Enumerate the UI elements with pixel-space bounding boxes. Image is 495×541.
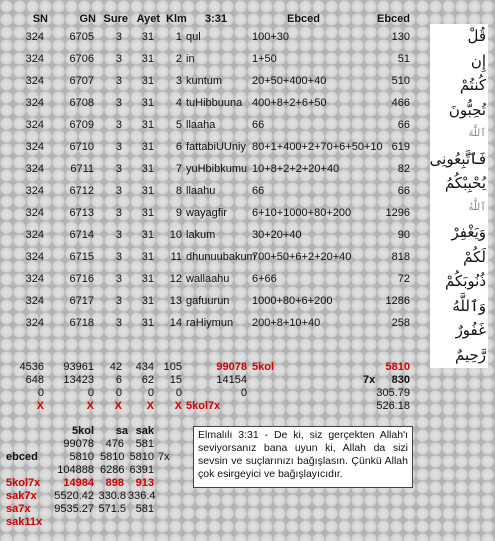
cell-sn: 324	[25, 31, 44, 43]
cell-word: llaaha	[186, 119, 216, 131]
cell-sn: 324	[25, 141, 44, 153]
cell-klm: 6	[175, 141, 182, 153]
cell-calc: 100+30	[252, 31, 290, 43]
cell-calc: 20+50+400+40	[252, 75, 327, 87]
cell-gn: 6709	[69, 119, 94, 131]
arabic-word: غَفُورٌ	[455, 321, 486, 339]
x-gn: X	[86, 400, 94, 412]
lower-r6-a: 9535.27	[54, 503, 94, 515]
cell-gn: 6715	[69, 251, 94, 263]
cell-calc: 66	[252, 119, 265, 131]
cell-sure: 3	[115, 317, 122, 329]
cell-ayet: 31	[141, 163, 154, 175]
cell-word: wallaahu	[186, 273, 230, 285]
lower-r5-b: 330.8	[98, 490, 126, 502]
cell-ayet: 31	[141, 207, 154, 219]
cell-sn: 324	[25, 75, 44, 87]
cell-ayet: 31	[141, 141, 154, 153]
sum-sn: 4536	[19, 361, 44, 373]
cell-klm: 3	[175, 75, 182, 87]
x-klm: X	[174, 400, 182, 412]
cell-sure: 3	[115, 141, 122, 153]
div7-label: 7x	[363, 374, 376, 386]
lower-label-5kol7x: 5kol7x	[6, 477, 41, 489]
arabic-word: وَٱللَّهُ	[452, 296, 486, 315]
lower-r5-c: 336.4	[128, 490, 156, 502]
mod7-ayet: 0	[147, 387, 154, 399]
translation-note: Elmalılı 3:31 - De ki, siz gerçekten Allah'ı seviyorsanız bana uyun ki, Allah da sizi sevsin ve suçlarınızı bağışlasın. Çünkü Allah çok esirgeyici ve bağışlayıcıdır.	[193, 426, 413, 488]
lower-r2-a: 5810	[69, 451, 94, 463]
header-sure: Sure	[103, 13, 128, 25]
lower-r4-a: 14984	[63, 477, 94, 489]
cell-sn: 324	[25, 207, 44, 219]
x-label-5kol7x: 5kol7x	[186, 400, 221, 412]
cell-gn: 6706	[69, 53, 94, 65]
cell-gn: 6712	[69, 185, 94, 197]
cell-ebced: 90	[397, 229, 410, 241]
cell-word: fattabiUUniy	[186, 141, 246, 153]
cell-gn: 6705	[69, 31, 94, 43]
cell-sn: 324	[25, 251, 44, 263]
mod7-gn: 0	[87, 387, 94, 399]
cell-gn: 6708	[69, 97, 94, 109]
cell-klm: 8	[175, 185, 182, 197]
cell-klm: 10	[169, 229, 182, 241]
cell-sn: 324	[25, 185, 44, 197]
arabic-word: إِن	[470, 51, 486, 70]
cell-ayet: 31	[141, 97, 154, 109]
cell-ebced: 66	[397, 119, 410, 131]
lower-label-sak7x: sak7x	[6, 490, 37, 502]
header-ebced: Ebced	[376, 13, 410, 25]
cell-ebced: 818	[391, 251, 410, 263]
lower-r3-c: 6391	[129, 464, 154, 476]
cell-sn: 324	[25, 53, 44, 65]
arabic-word: ذُنُوبَكُمْ	[444, 272, 486, 290]
header-ref: 3:31	[205, 13, 228, 25]
cell-sn: 324	[25, 119, 44, 131]
cell-klm: 2	[175, 53, 182, 65]
lower-r1-a: 99078	[63, 438, 94, 450]
arabic-word: ٱللَّهُ	[468, 201, 486, 213]
cell-calc: 1+50	[252, 53, 277, 65]
header-gn: GN	[79, 13, 96, 25]
cell-word: wayagfir	[186, 207, 227, 219]
cell-ebced: 72	[397, 273, 410, 285]
header-klm: Klm	[166, 13, 187, 25]
cell-calc: 80+1+400+2+70+6+50+10	[252, 141, 383, 153]
arabic-word: وَيَغْفِرْ	[451, 223, 486, 241]
cell-ebced: 258	[391, 317, 410, 329]
cell-gn: 6713	[69, 207, 94, 219]
lower-r1-b: 476	[105, 438, 124, 450]
div7-ayet: 62	[141, 374, 154, 386]
cell-word: qul	[186, 31, 201, 43]
div7-calc: 14154	[216, 374, 247, 386]
cell-ayet: 31	[141, 273, 154, 285]
cell-calc: 400+8+2+6+50	[252, 97, 327, 109]
sum-calc: 99078	[216, 361, 247, 373]
cell-ayet: 31	[141, 119, 154, 131]
arabic-word: رَّحِيمٌ	[454, 345, 486, 364]
cell-word: dhunuubakum	[186, 251, 256, 263]
cell-ebced: 510	[391, 75, 410, 87]
cell-sure: 3	[115, 295, 122, 307]
cell-sn: 324	[25, 273, 44, 285]
sum-klm: 105	[163, 361, 182, 373]
cell-gn: 6711	[70, 163, 94, 175]
arabic-word: تُحِبُّونَ	[448, 100, 486, 119]
cell-sure: 3	[115, 207, 122, 219]
cell-sure: 3	[115, 53, 122, 65]
x-sure: X	[114, 400, 122, 412]
cell-word: kuntum	[186, 75, 223, 87]
cell-ayet: 31	[141, 317, 154, 329]
cell-ebced: 466	[391, 97, 410, 109]
cell-ayet: 31	[141, 31, 154, 43]
cell-ayet: 31	[141, 185, 154, 197]
cell-word: yuHbibkumu	[186, 163, 248, 175]
mod7-calc: 0	[240, 387, 247, 399]
cell-ebced: 1286	[385, 295, 410, 307]
sum-gn: 93961	[63, 361, 94, 373]
cell-gn: 6716	[69, 273, 94, 285]
cell-ebced: 82	[397, 163, 410, 175]
cell-ayet: 31	[141, 229, 154, 241]
cell-calc: 6+10+1000+80+200	[252, 207, 352, 219]
cell-klm: 7	[175, 163, 182, 175]
cell-klm: 14	[169, 317, 182, 329]
div7-klm: 15	[169, 374, 182, 386]
lower-r3-b: 6286	[100, 464, 125, 476]
lower-label-sa7x: sa7x	[6, 503, 31, 515]
cell-ayet: 31	[141, 75, 154, 87]
cell-word: in	[186, 53, 195, 65]
mod7-klm: 0	[175, 387, 182, 399]
cell-ebced: 619	[391, 141, 410, 153]
cell-ebced: 51	[397, 53, 410, 65]
cell-calc: 66	[252, 185, 265, 197]
lower-label-sak11x: sak11x	[6, 516, 43, 528]
arabic-word: فَٱتَّبِعُونِى	[429, 149, 486, 168]
cell-klm: 11	[170, 251, 182, 263]
x-sn: X	[36, 400, 44, 412]
cell-calc: 10+8+2+2+20+40	[252, 163, 340, 175]
cell-ebced: 130	[391, 31, 410, 43]
cell-sure: 3	[115, 119, 122, 131]
x-ayet: X	[146, 400, 154, 412]
lower-r4-c: 913	[135, 477, 154, 489]
cell-sn: 324	[25, 295, 44, 307]
mod7-ebced: 305.79	[376, 387, 410, 399]
arabic-word: كُنتُمْ	[459, 76, 486, 94]
lower-header-sa: sa	[115, 425, 128, 437]
cell-klm: 5	[175, 119, 182, 131]
cell-sure: 3	[115, 251, 122, 263]
mod7-sn: 0	[37, 387, 44, 399]
sum-ayet: 434	[135, 361, 154, 373]
cell-sure: 3	[115, 185, 122, 197]
cell-klm: 4	[175, 97, 182, 109]
lower-r6-b: 571.5	[98, 503, 126, 515]
lower-header-5kol: 5kol	[71, 425, 94, 437]
div7-sn: 648	[25, 374, 44, 386]
cell-sure: 3	[115, 31, 122, 43]
cell-sn: 324	[25, 229, 44, 241]
cell-ayet: 31	[141, 53, 154, 65]
cell-calc: 200+8+10+40	[252, 317, 321, 329]
cell-word: gafuurun	[186, 295, 230, 307]
lower-r1-c: 581	[135, 438, 154, 450]
lower-label-ebced: ebced	[6, 451, 38, 463]
cell-sn: 324	[25, 163, 44, 175]
div7-ebced: 830	[391, 374, 410, 386]
cell-calc: 700+50+6+2+20+40	[252, 251, 352, 263]
cell-sn: 324	[25, 317, 44, 329]
cell-word: llaahu	[186, 185, 216, 197]
cell-calc: 6+66	[252, 273, 277, 285]
lower-r5-a: 5520.42	[54, 490, 94, 502]
cell-sure: 3	[115, 273, 122, 285]
div7-sure: 6	[115, 374, 122, 386]
cell-sure: 3	[115, 97, 122, 109]
lower-r6-c: 581	[135, 503, 154, 515]
lower-r2-b: 5810	[100, 451, 125, 463]
cell-gn: 6714	[69, 229, 94, 241]
cell-ayet: 31	[141, 295, 154, 307]
cell-calc: 1000+80+6+200	[252, 295, 333, 307]
lower-r2-extra: 7x	[158, 451, 170, 463]
header-ebced-calc: Ebced	[287, 13, 321, 25]
sum-label-5kol: 5kol	[252, 361, 275, 373]
cell-gn: 6710	[69, 141, 94, 153]
lower-r4-b: 898	[105, 477, 124, 489]
header-ayet: Ayet	[136, 13, 160, 25]
cell-word: lakum	[186, 229, 216, 241]
cell-klm: 12	[169, 273, 182, 285]
arabic-word: يُحْبِبْكُمُ	[444, 174, 486, 192]
lower-header-sak: sak	[135, 425, 154, 437]
sum-ebced: 5810	[385, 361, 410, 373]
mod7-sure: 0	[115, 387, 122, 399]
arabic-word: قُلْ	[467, 27, 486, 45]
cell-klm: 9	[175, 207, 182, 219]
cell-sn: 324	[25, 97, 44, 109]
div7-gn: 13423	[63, 374, 94, 386]
cell-sure: 3	[115, 229, 122, 241]
arabic-word: ٱللَّهَ	[468, 128, 486, 139]
cell-gn: 6707	[69, 75, 94, 87]
cell-word: tuHibbuuna	[186, 97, 243, 109]
arabic-verse-column	[430, 24, 488, 368]
cell-sure: 3	[115, 163, 122, 175]
cell-ebced: 1296	[385, 207, 410, 219]
header-sn: SN	[32, 13, 48, 25]
cell-gn: 6718	[69, 317, 94, 329]
arabic-word: لَكُمْ	[463, 247, 486, 266]
lower-r2-c: 5810	[129, 451, 154, 463]
x-ebced: 526.18	[376, 400, 410, 412]
cell-ayet: 31	[141, 251, 154, 263]
cell-word: raHiymun	[186, 317, 234, 329]
cell-calc: 30+20+40	[252, 229, 302, 241]
cell-klm: 1	[175, 31, 182, 43]
cell-klm: 13	[169, 295, 182, 307]
lower-r3-a: 104888	[57, 464, 94, 476]
sum-sure: 42	[109, 361, 122, 373]
cell-ebced: 66	[397, 185, 410, 197]
cell-sure: 3	[115, 75, 122, 87]
cell-gn: 6717	[69, 295, 94, 307]
